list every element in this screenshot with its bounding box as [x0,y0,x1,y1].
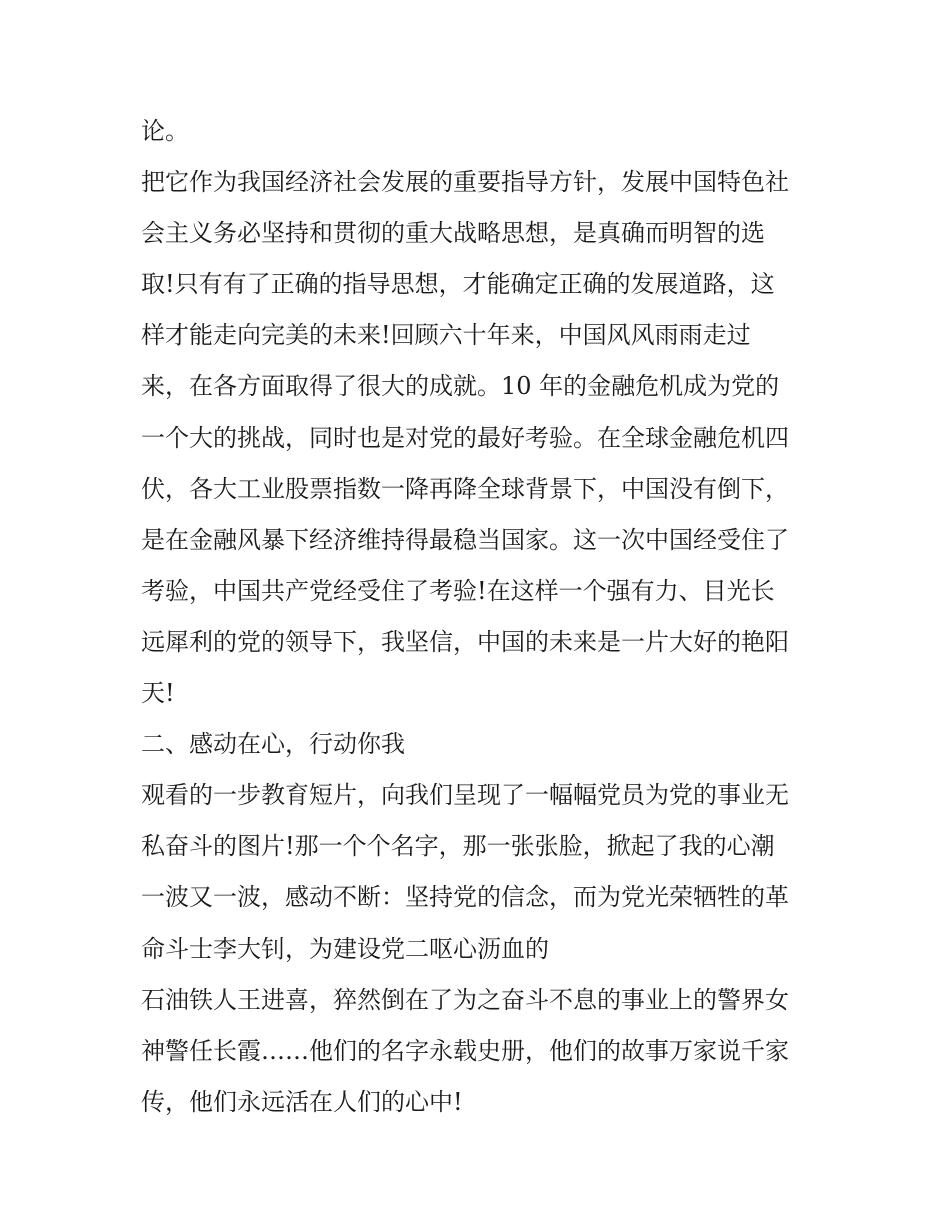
text-line: 取!只有有了正确的指导思想，才能确定正确的发展道路，这 [141,270,775,299]
text-line: 来，在各方面取得了很大的成就。10 年的金融危机成为党的 [141,372,780,401]
text-line: 石油铁人王进喜，猝然倒在了为之奋斗不息的事业上的警界女 [141,985,789,1014]
text-line: 把它作为我国经济社会发展的重要指导方针，发展中国特色社 [141,168,789,197]
text-line: 命斗士李大钊，为建设党二呕心沥血的 [141,934,549,963]
text-line: 天! [141,679,175,708]
text-line: 远犀利的党的领导下，我坚信，中国的未来是一片大好的艳阳 [141,627,789,656]
text-line: 伏，各大工业股票指数一降再降全球背景下，中国没有倒下， [141,474,789,503]
section-heading: 二、感动在心，行动你我 [141,730,405,759]
text-line: 考验，中国共产党经受住了考验!在这样一个强有力、目光长 [141,576,775,605]
text-line: 观看的一步教育短片，向我们呈现了一幅幅党员为党的事业无 [141,781,789,810]
text-line: 论。 [141,117,189,145]
text-line: 样才能走向完美的未来!回顾六十年来，中国风风雨雨走过 [141,321,751,350]
text-line: 是在金融风暴下经济维持得最稳当国家。这一次中国经受住了 [141,525,789,554]
body-text [141,106,821,1128]
text-line: 会主义务必坚持和贯彻的重大战略思想，是真确而明智的选 [141,219,765,248]
text-line: 神警任长霞……他们的名字永载史册，他们的故事万家说千家 [141,1036,789,1065]
text-line: 私奋斗的图片!那一个个名字，那一张张脸，掀起了我的心潮 [141,832,775,861]
text-line: 传，他们永远活在人们的心中! [141,1087,463,1116]
text-line: 一个大的挑战，同时也是对党的最好考验。在全球金融危机四 [141,423,789,452]
text-line: 一波又一波，感动不断：坚持党的信念，而为党光荣牺牲的革 [141,883,789,912]
